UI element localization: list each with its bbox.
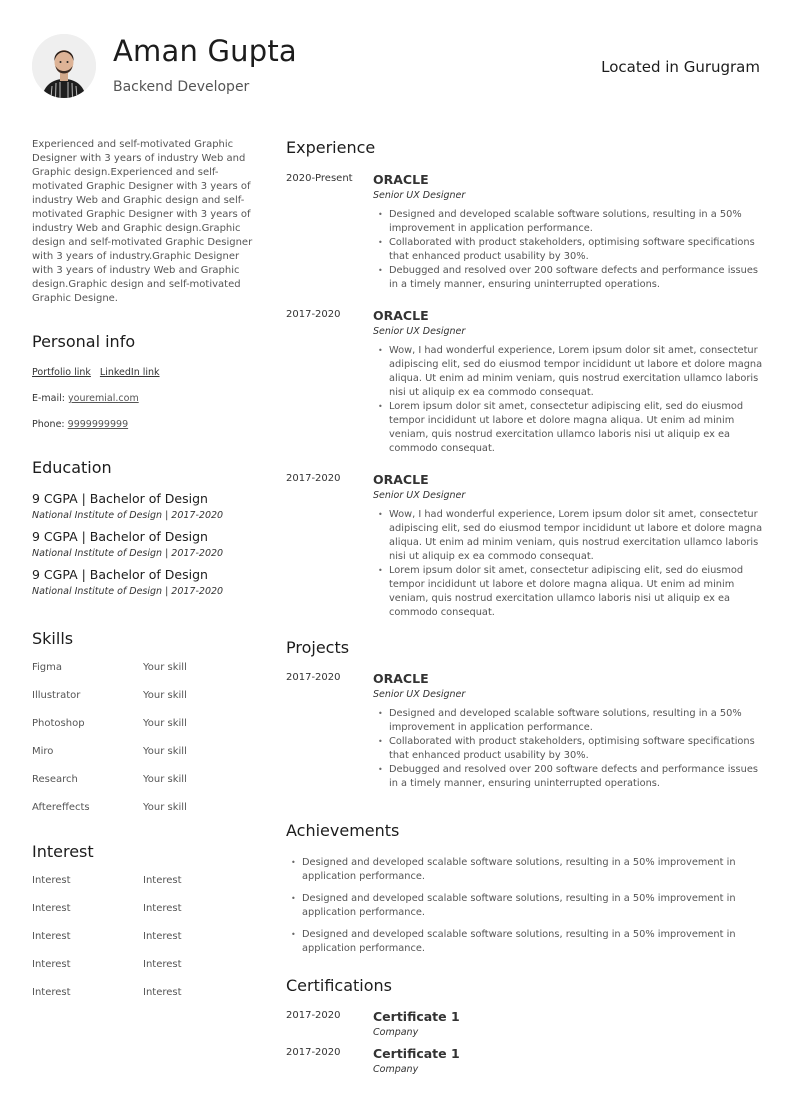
interest-row: [32, 875, 254, 903]
right-column: [286, 138, 764, 1075]
achievements-heading: Achievements: [286, 821, 400, 840]
interest-row: [32, 931, 254, 959]
entry-bullet: • Collaborated with product stakeholders, optimising software specifications that enhanced product usability by 30%.: [373, 236, 764, 264]
skill-level: Your skill: [143, 718, 187, 729]
skill-level: Your skill: [143, 746, 187, 757]
skill-name: Research: [32, 774, 78, 785]
skill-row: [32, 690, 254, 718]
entry-date: 2017-2020: [286, 309, 341, 320]
certification-entry: [286, 1046, 764, 1075]
interest-section: [32, 842, 254, 1015]
experience-heading: Experience: [286, 138, 376, 157]
skills-section: [32, 629, 254, 830]
personal-info-heading: Personal info: [32, 332, 136, 351]
skill-name: Miro: [32, 746, 54, 757]
interest-item: Interest: [32, 903, 71, 914]
certificate-company: Company: [373, 1027, 419, 1038]
skill-row: [32, 662, 254, 690]
skill-row: [32, 746, 254, 774]
projects-heading: Projects: [286, 638, 350, 657]
entry-date: 2017-2020: [286, 672, 341, 683]
skill-name: Aftereffects: [32, 802, 90, 813]
candidate-role: Backend Developer: [113, 79, 250, 95]
interest-item: Interest: [32, 959, 71, 970]
interest-row: [32, 959, 254, 987]
skill-name: Figma: [32, 662, 63, 673]
skill-name: Photoshop: [32, 718, 85, 729]
entry-title: Senior UX Designer: [373, 190, 466, 201]
entry-title: Senior UX Designer: [373, 689, 466, 700]
interest-item: Interest: [32, 875, 71, 886]
email-line: [32, 393, 254, 404]
interest-row: [32, 987, 254, 1015]
interest-item: Interest: [143, 959, 182, 970]
candidate-name: Aman Gupta: [113, 34, 297, 68]
skill-level: Your skill: [143, 690, 187, 701]
education-item: [32, 491, 254, 521]
education-item: [32, 567, 254, 597]
interest-heading: Interest: [32, 842, 94, 861]
skill-row: [32, 774, 254, 802]
experience-entry: [286, 472, 764, 620]
entry-bullet: • Debugged and resolved over 200 software defects and performance issues in a timely manner, ensuring uninterrupted operations.: [373, 264, 764, 292]
email-link[interactable]: youremial.com: [68, 393, 139, 404]
achievements-list: [286, 856, 764, 956]
interest-item: Interest: [143, 931, 182, 942]
links-row: [32, 367, 254, 378]
email-label: E-mail:: [32, 393, 65, 404]
entry-title: Senior UX Designer: [373, 490, 466, 501]
entry-bullet: • Designed and developed scalable software solutions, resulting in a 50% improvement in application performance.: [373, 707, 764, 735]
interest-item: Interest: [143, 875, 182, 886]
skill-level: Your skill: [143, 802, 187, 813]
education-institute: National Institute of Design | 2017-2020: [32, 510, 224, 521]
skills-heading: Skills: [32, 629, 74, 648]
skill-row: [32, 718, 254, 746]
entry-org: ORACLE: [373, 308, 429, 323]
avatar: [32, 34, 96, 98]
linkedin-link[interactable]: LinkedIn link: [99, 367, 160, 378]
entry-bullet: • Debugged and resolved over 200 software defects and performance issues in a timely manner, ensuring uninterrupted operations.: [373, 763, 764, 791]
entry-title: Senior UX Designer: [373, 326, 466, 337]
certifications-heading: Certifications: [286, 976, 392, 995]
education-degree: 9 CGPA | Bachelor of Design: [32, 567, 208, 582]
certificate-name: Certificate 1: [373, 1009, 460, 1024]
interest-row: [32, 903, 254, 931]
skill-row: [32, 802, 254, 830]
portfolio-link[interactable]: Portfolio link: [32, 367, 91, 378]
achievement-item: • Designed and developed scalable software solutions, resulting in a 50% improvement in application performance.: [286, 892, 764, 920]
resume-header: [0, 0, 792, 112]
summary-text: Experienced and self-motivated Graphic Designer with 3 years of industry Web and Graphic design.Experienced and self-motivated Graphic Designer with 3 years of industry Web and Graphic design and self-motivated Graphic Designer with 3 years of industry Web and Graphic design.Graphic design and self-motivated Graphic Designer with 3 years of industry.Graphic Designer with 3 years of industry Web and Graphic design.Graphic design and self-motivated Graphic Designe.: [32, 139, 253, 304]
certification-entry: [286, 1009, 764, 1038]
interest-item: Interest: [32, 931, 71, 942]
entry-org: ORACLE: [373, 671, 429, 686]
phone-line: [32, 419, 254, 430]
entry-bullet: • Lorem ipsum dolor sit amet, consectetur adipiscing elit, sed do eiusmod tempor incididunt ut labore et dolore magna aliqua. Ut enim ad minim veniam, quis nostrud exercitation ullamco laboris nisi ut aliquip ex ea commodo consequat.: [373, 400, 764, 456]
entry-date: 2017-2020: [286, 1047, 341, 1058]
education-section: [32, 458, 254, 597]
education-heading: Education: [32, 458, 112, 477]
interest-item: Interest: [143, 903, 182, 914]
skill-level: Your skill: [143, 774, 187, 785]
skill-name: Illustrator: [32, 690, 81, 701]
education-institute: National Institute of Design | 2017-2020: [32, 548, 224, 559]
education-degree: 9 CGPA | Bachelor of Design: [32, 491, 208, 506]
entry-bullet: • Wow, I had wonderful experience, Lorem ipsum dolor sit amet, consectetur adipiscing elit, sed do eiusmod tempor incididunt ut labore et dolore magna aliqua. Ut enim ad minim veniam, quis nostrud exercitation ullamco laboris nisi ut aliquip ex ea commodo consequat.: [373, 344, 764, 400]
interest-item: Interest: [32, 987, 71, 998]
project-entry: [286, 671, 764, 791]
entry-org: ORACLE: [373, 472, 429, 487]
experience-entry: [286, 308, 764, 456]
entry-bullet: • Designed and developed scalable software solutions, resulting in a 50% improvement in application performance.: [373, 208, 764, 236]
entry-bullet: • Collaborated with product stakeholders, optimising software specifications that enhanced product usability by 30%.: [373, 735, 764, 763]
entry-org: ORACLE: [373, 172, 429, 187]
achievement-item: • Designed and developed scalable software solutions, resulting in a 50% improvement in application performance.: [286, 856, 764, 884]
education-degree: 9 CGPA | Bachelor of Design: [32, 529, 208, 544]
entry-bullet: • Lorem ipsum dolor sit amet, consectetur adipiscing elit, sed do eiusmod tempor incididunt ut labore et dolore magna aliqua. Ut enim ad minim veniam, quis nostrud exercitation ullamco laboris nisi ut aliquip ex ea commodo consequat.: [373, 564, 764, 620]
certificate-company: Company: [373, 1064, 419, 1075]
phone-label: Phone:: [32, 419, 65, 430]
entry-date: 2020-Present: [286, 173, 353, 184]
location-text: Located in Gurugram: [601, 58, 760, 76]
achievement-item: • Designed and developed scalable software solutions, resulting in a 50% improvement in application performance.: [286, 928, 764, 956]
skill-level: Your skill: [143, 662, 187, 673]
profile-photo-icon: [32, 34, 96, 98]
education-institute: National Institute of Design | 2017-2020: [32, 586, 224, 597]
personal-info-section: [32, 332, 254, 430]
entry-date: 2017-2020: [286, 1010, 341, 1021]
left-column: [32, 138, 254, 1015]
experience-entry: [286, 172, 764, 292]
entry-bullet: • Wow, I had wonderful experience, Lorem ipsum dolor sit amet, consectetur adipiscing elit, sed do eiusmod tempor incididunt ut labore et dolore magna aliqua. Ut enim ad minim veniam, quis nostrud exercitation ullamco laboris nisi ut aliquip ex ea commodo consequat.: [373, 508, 764, 564]
certificate-name: Certificate 1: [373, 1046, 460, 1061]
interest-item: Interest: [143, 987, 182, 998]
phone-link[interactable]: 9999999999: [67, 419, 129, 430]
education-item: [32, 529, 254, 559]
entry-date: 2017-2020: [286, 473, 341, 484]
